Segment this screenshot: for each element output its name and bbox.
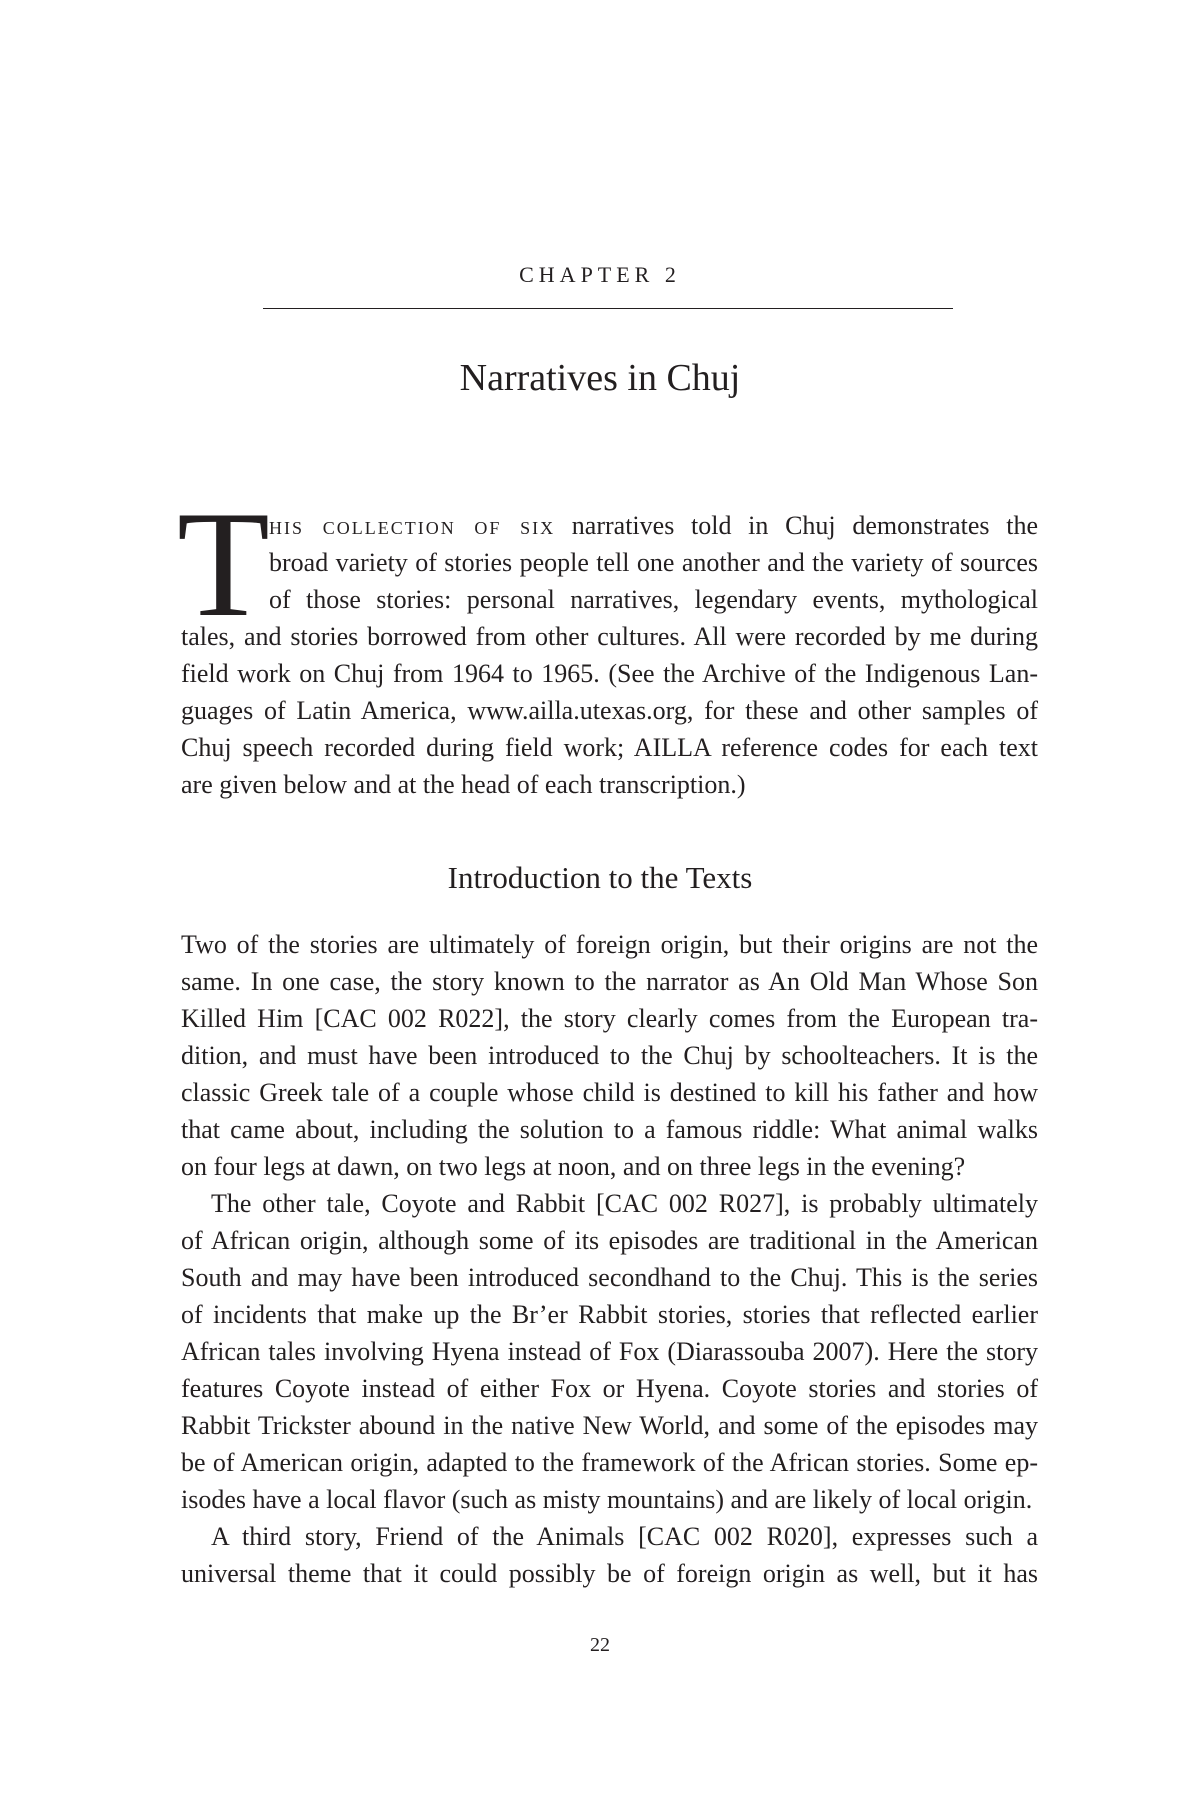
body-paragraph-2 bbox=[181, 1185, 1038, 1518]
body-line: Rabbit Trickster abound in the native New World, and some of the episodes may bbox=[181, 1411, 1038, 1440]
body-line: A third story, Friend of the Animals [CAC 002 R020], expresses such a bbox=[211, 1522, 1038, 1551]
intro-line: broad variety of stories people tell one another and the variety of sources bbox=[269, 548, 1038, 577]
intro-paragraph bbox=[177, 480, 1038, 803]
body-line: of incidents that make up the Br’er Rabbit stories, stories that reflected earlier bbox=[181, 1300, 1038, 1329]
body-line: same. In one case, the story known to the narrator as An Old Man Whose Son bbox=[181, 967, 1038, 996]
body-paragraph-1 bbox=[181, 926, 1038, 1185]
body-line: isodes have a local flavor (such as misty mountains) and are likely of local origin. bbox=[181, 1485, 1033, 1514]
chapter-rule bbox=[263, 308, 953, 309]
body-line: dition, and must have been introduced to the Chuj by schoolteachers. It is the bbox=[181, 1041, 1038, 1070]
body-line: South and may have been introduced secondhand to the Chuj. This is the series bbox=[181, 1263, 1038, 1292]
intro-line-rest: narratives told in Chuj demonstrates the bbox=[555, 511, 1038, 540]
body-line: African tales involving Hyena instead of Fox (Diarassouba 2007). Here the story bbox=[181, 1337, 1038, 1366]
intro-line: guages of Latin America, www.ailla.utexas.org, for these and other samples of bbox=[181, 696, 1038, 725]
intro-line: are given below and at the head of each transcription.) bbox=[181, 770, 746, 799]
section-heading: Introduction to the Texts bbox=[447, 860, 753, 895]
intro-line bbox=[269, 507, 1038, 544]
body-paragraph-3 bbox=[181, 1518, 1038, 1592]
body-line: The other tale, Coyote and Rabbit [CAC 002 R027], is probably ultimately bbox=[211, 1189, 1038, 1218]
body-line: of African origin, although some of its episodes are traditional in the American bbox=[181, 1226, 1038, 1255]
body-line: Killed Him [CAC 002 R022], the story clearly comes from the European tra- bbox=[181, 1004, 1038, 1033]
chapter-title: Narratives in Chuj bbox=[459, 357, 741, 399]
chapter-label: CHAPTER 2 bbox=[519, 262, 681, 287]
intro-line: tales, and stories borrowed from other cultures. All were recorded by me during bbox=[181, 622, 1038, 651]
body-line: features Coyote instead of either Fox or Hyena. Coyote stories and stories of bbox=[181, 1374, 1038, 1403]
body-line: classic Greek tale of a couple whose child is destined to kill his father and how bbox=[181, 1078, 1038, 1107]
body-line: universal theme that it could possibly be of foreign origin as well, but it has bbox=[181, 1559, 1038, 1588]
lead-smallcaps: his collection of six bbox=[269, 511, 556, 540]
intro-line: field work on Chuj from 1964 to 1965. (See the Archive of the Indigenous Lan- bbox=[181, 659, 1038, 688]
body-line: be of American origin, adapted to the framework of the African stories. Some ep- bbox=[181, 1448, 1038, 1477]
intro-line: Chuj speech recorded during field work; AILLA reference codes for each text bbox=[181, 733, 1038, 762]
body-line: on four legs at dawn, on two legs at noon, and on three legs in the evening? bbox=[181, 1152, 966, 1181]
drop-cap: T bbox=[177, 480, 270, 648]
body-line: that came about, including the solution to a famous riddle: What animal walks bbox=[181, 1115, 1038, 1144]
intro-line: of those stories: personal narratives, legendary events, mythological bbox=[269, 585, 1038, 614]
page-number: 22 bbox=[590, 1634, 610, 1656]
body-line: Two of the stories are ultimately of foreign origin, but their origins are not the bbox=[181, 930, 1038, 959]
